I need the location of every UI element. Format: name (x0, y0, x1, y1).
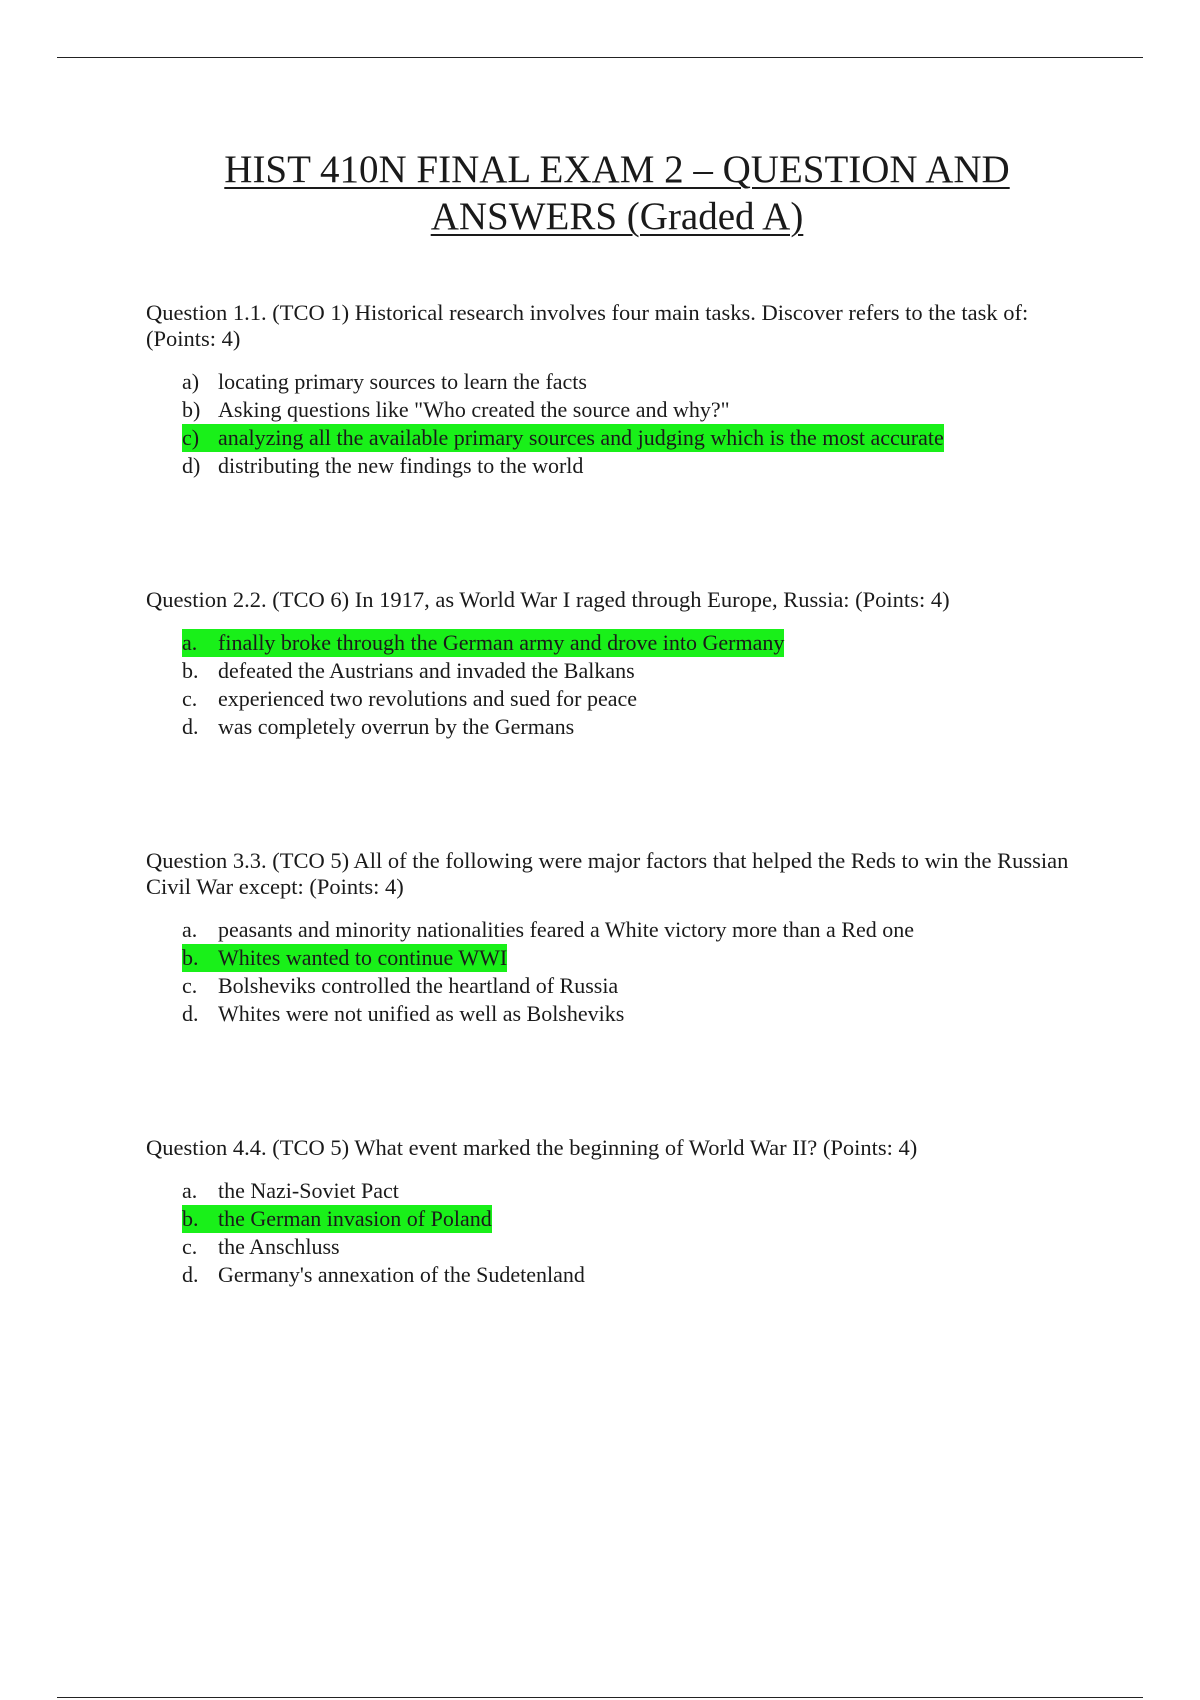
option-marker: a. (182, 630, 198, 655)
page-title (0, 146, 1200, 240)
answer-option (182, 396, 1086, 424)
option-text: the Anschluss (218, 1234, 340, 1259)
answer-option (182, 1177, 1086, 1205)
question-text: Question 1.1. (TCO 1) Historical research involves four main tasks. Discover refers to the task of: (Points: 4) (146, 300, 1029, 351)
top-rule (57, 57, 1143, 58)
answer-options (146, 916, 1086, 1028)
answer-option (182, 424, 1086, 452)
option-marker: d. (182, 1262, 199, 1287)
option-text: finally broke through the German army and drove into Germany (218, 630, 785, 655)
title-line-2: ANSWERS (Graded A) (430, 195, 804, 238)
bottom-rule (57, 1697, 1143, 1698)
option-marker: d. (182, 1001, 199, 1026)
answer-option (182, 1205, 1086, 1233)
option-marker: b. (182, 1206, 199, 1231)
option-marker: d. (182, 714, 199, 739)
question-text: Question 2.2. (TCO 6) In 1917, as World War I raged through Europe, Russia: (Points: 4) (146, 587, 950, 612)
question-4 (146, 1135, 1086, 1289)
option-text: the Nazi-Soviet Pact (218, 1178, 399, 1203)
option-marker: c. (182, 686, 198, 711)
option-text: was completely overrun by the Germans (218, 714, 575, 739)
option-text: Bolsheviks controlled the heartland of Russia (218, 973, 619, 998)
option-text: Asking questions like "Who created the source and why?" (218, 397, 730, 422)
option-marker: c. (182, 1234, 198, 1259)
answer-option (182, 685, 1086, 713)
answer-options (146, 1177, 1086, 1289)
answer-option (182, 1261, 1086, 1289)
title-line-1: HIST 410N FINAL EXAM 2 – QUESTION AND (224, 148, 1010, 191)
option-marker: b) (182, 397, 201, 422)
option-text: locating primary sources to learn the facts (218, 369, 587, 394)
option-text: analyzing all the available primary sources and judging which is the most accurate (218, 425, 944, 450)
option-marker: b. (182, 658, 199, 683)
option-marker: c) (182, 425, 200, 450)
option-text: Germany's annexation of the Sudetenland (218, 1262, 585, 1287)
question-text: Question 4.4. (TCO 5) What event marked the beginning of World War II? (Points: 4) (146, 1135, 918, 1160)
option-marker: d) (182, 453, 201, 478)
answer-options (146, 368, 1086, 480)
option-text: Whites wanted to continue WWI (218, 945, 508, 970)
option-text: experienced two revolutions and sued for peace (218, 686, 638, 711)
option-marker: a) (182, 369, 200, 394)
answer-option (182, 1233, 1086, 1261)
option-text: peasants and minority nationalities feared a White victory more than a Red one (218, 917, 915, 942)
question-text: Question 3.3. (TCO 5) All of the following were major factors that helped the Reds to win the Russian Civil War except: (Points: 4) (146, 848, 1069, 899)
answer-option (182, 916, 1086, 944)
answer-options (146, 629, 1086, 741)
option-marker: b. (182, 945, 199, 970)
answer-option (182, 713, 1086, 741)
answer-option (182, 972, 1086, 1000)
answer-option (182, 657, 1086, 685)
question-3 (146, 848, 1086, 1028)
answer-option (182, 944, 1086, 972)
option-text: Whites were not unified as well as Bolsheviks (218, 1001, 625, 1026)
option-text: the German invasion of Poland (218, 1206, 492, 1231)
answer-option (182, 629, 1086, 657)
question-2 (146, 587, 1086, 741)
option-marker: a. (182, 917, 198, 942)
option-text: defeated the Austrians and invaded the Balkans (218, 658, 635, 683)
answer-option (182, 452, 1086, 480)
answer-option (182, 368, 1086, 396)
answer-option (182, 1000, 1086, 1028)
question-1 (146, 300, 1086, 480)
option-marker: a. (182, 1178, 198, 1203)
option-marker: c. (182, 973, 198, 998)
option-text: distributing the new findings to the world (218, 453, 584, 478)
